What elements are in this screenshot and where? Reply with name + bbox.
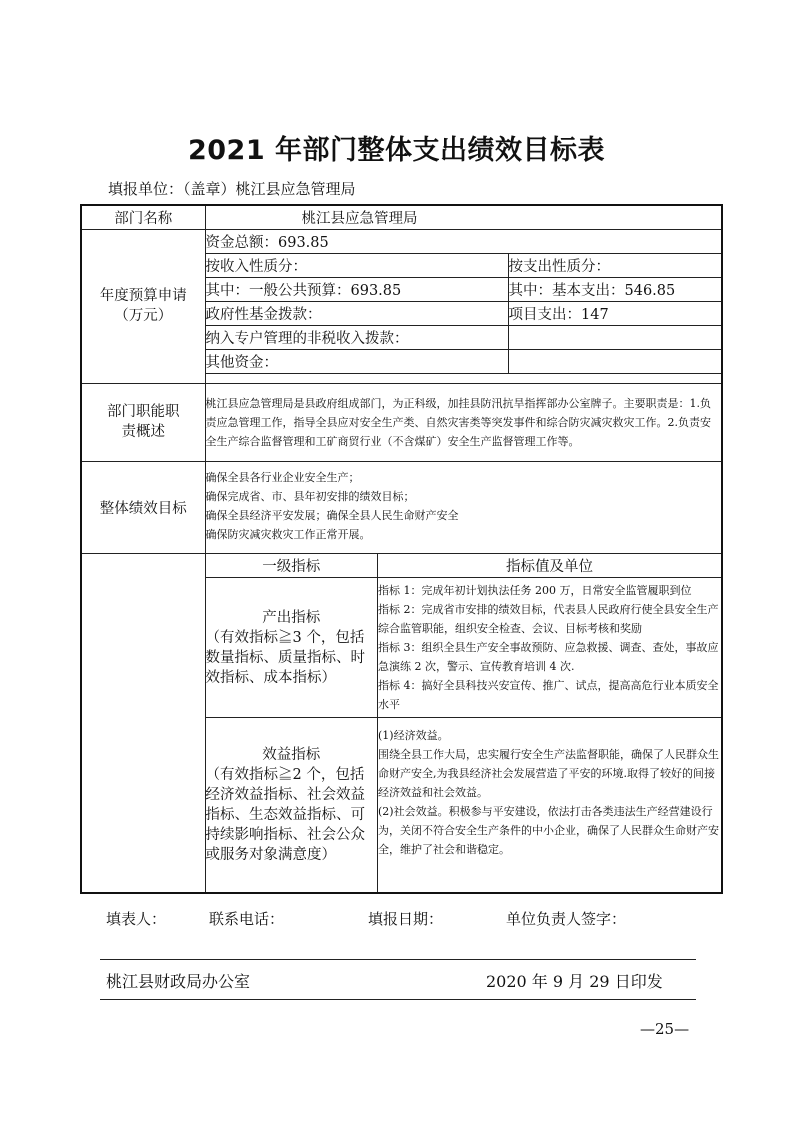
filler-label: 填表人： xyxy=(106,910,167,928)
goal-line: 确保完成省、市、县年初安排的绩效目标； xyxy=(205,489,415,503)
budget-gov-fund: 政府性基金拨款： xyxy=(205,301,508,325)
output-line: 指标 3：组织全县生产安全事故预防、应急救援、调查、查处，事故应急演练 2 次，警示、宣传教育培训 4 次. xyxy=(378,641,719,673)
dept-row xyxy=(81,205,722,229)
indicators-header xyxy=(206,554,722,578)
output-line: 指标 4：搞好全县科技兴安宣传、推广、试点，提高高危行业本质安全水平 xyxy=(378,679,719,711)
budget-basic: 其中：基本支出：546.85 xyxy=(508,277,722,301)
output-indicator-row xyxy=(206,578,722,718)
benefit-indicator-row xyxy=(206,718,722,892)
indicators-table xyxy=(206,554,722,892)
budget-by-income: 按收入性质分： xyxy=(205,253,508,277)
benefit-line: (1)经济效益。 xyxy=(378,729,449,742)
goals-label: 整体绩效目标 xyxy=(81,461,205,553)
output-name: 产出指标 xyxy=(262,609,321,626)
budget-row-total xyxy=(81,229,722,253)
date-label: 填报日期： xyxy=(368,910,444,928)
benefit-indicator xyxy=(206,718,378,892)
benefit-line: 围绕全县工作大局，忠实履行安全生产法监督职能，确保了人民群众生命财产安全,为我县经济社会发展营造了平安的环境.取得了较好的间接经济效益和社会效益。 xyxy=(378,748,719,799)
goals-text xyxy=(205,461,722,553)
duties-label: 部门职能职责概述 xyxy=(81,383,205,461)
budget-project: 项目支出：147 xyxy=(508,301,722,325)
goals-row xyxy=(81,461,722,553)
benefit-values xyxy=(378,718,722,892)
budget-non-tax: 纳入专户管理的非税收入拨款： xyxy=(205,325,508,349)
output-desc: （有效指标≧3 个，包括数量指标、质量指标、时效指标、成本指标） xyxy=(205,629,365,686)
header-value: 指标值及单位 xyxy=(378,554,722,578)
divider-top xyxy=(100,959,696,960)
benefit-line: (2)社会效益。积极参与平安建设，依法打击各类违法生产经营建设行为，关闭不符合安全生产条件的中小企业，确保了人民群众生命财产安全，维护了社会和谐稳定。 xyxy=(378,805,719,856)
benefit-name: 效益指标 xyxy=(262,746,321,763)
dept-label: 部门名称 xyxy=(81,205,205,229)
phone-label: 联系电话： xyxy=(209,910,285,928)
duties-row xyxy=(81,383,722,461)
performance-table xyxy=(80,204,723,894)
dept-value: 桃江县应急管理局 xyxy=(205,205,722,229)
goal-line: 确保全县经济平安发展；确保全县人民生命财产安全 xyxy=(205,508,459,522)
goal-line: 确保全县各行业企业安全生产； xyxy=(205,470,360,484)
header-level1: 一级指标 xyxy=(206,554,378,578)
output-values xyxy=(378,578,722,718)
output-indicator xyxy=(206,578,378,718)
issuing-office: 桃江县财政局办公室 xyxy=(106,972,251,991)
benefit-desc: （有效指标≧2 个，包括经济效益指标、社会效益指标、生态效益指标、可持续影响指标、社会公众或服务对象满意度） xyxy=(205,766,365,863)
budget-total: 资金总额：693.85 xyxy=(205,229,722,253)
budget-other: 其他资金： xyxy=(205,349,508,373)
page-title: 2021 年部门整体支出绩效目标表 xyxy=(187,135,606,166)
budget-label: 年度预算申请（万元） xyxy=(81,229,205,383)
goal-line: 确保防灾减灾救灾工作正常开展。 xyxy=(205,527,371,541)
budget-non-tax-blank xyxy=(508,325,722,349)
issue-date: 2020 年 9 月 29 日印发 xyxy=(486,972,663,991)
sign-label: 单位负责人签字： xyxy=(506,910,627,928)
budget-other-blank xyxy=(508,349,722,373)
budget-by-expense: 按支出性质分： xyxy=(508,253,722,277)
output-line: 指标 1：完成年初计划执法任务 200 万，日常安全监管履职到位 xyxy=(378,584,692,597)
indicators-row xyxy=(81,553,722,893)
filing-unit: 填报单位：（盖章）桃江县应急管理局 xyxy=(108,180,356,198)
divider-bottom xyxy=(100,999,696,1000)
duties-text: 桃江县应急管理局是县政府组成部门，为正科级，加挂县防汛抗旱指挥部办公室牌子。主要职责是：1.负责应急管理工作，指导全县应对安全生产类、自然灾害类等突发事件和综合防灾减灾救灾工作。2.负责安全生产综合监督管理和工矿商贸行业（不含煤矿）安全生产监督管理工作等。 xyxy=(205,383,722,461)
indicators-blank-label xyxy=(81,553,205,893)
page-number: —25— xyxy=(640,1020,690,1038)
output-line: 指标 2：完成省市安排的绩效目标，代表县人民政府行使全县安全生产综合监管职能，组织安全检查、会议、目标考核和奖励 xyxy=(378,603,719,635)
budget-general: 其中：一般公共预算：693.85 xyxy=(205,277,508,301)
